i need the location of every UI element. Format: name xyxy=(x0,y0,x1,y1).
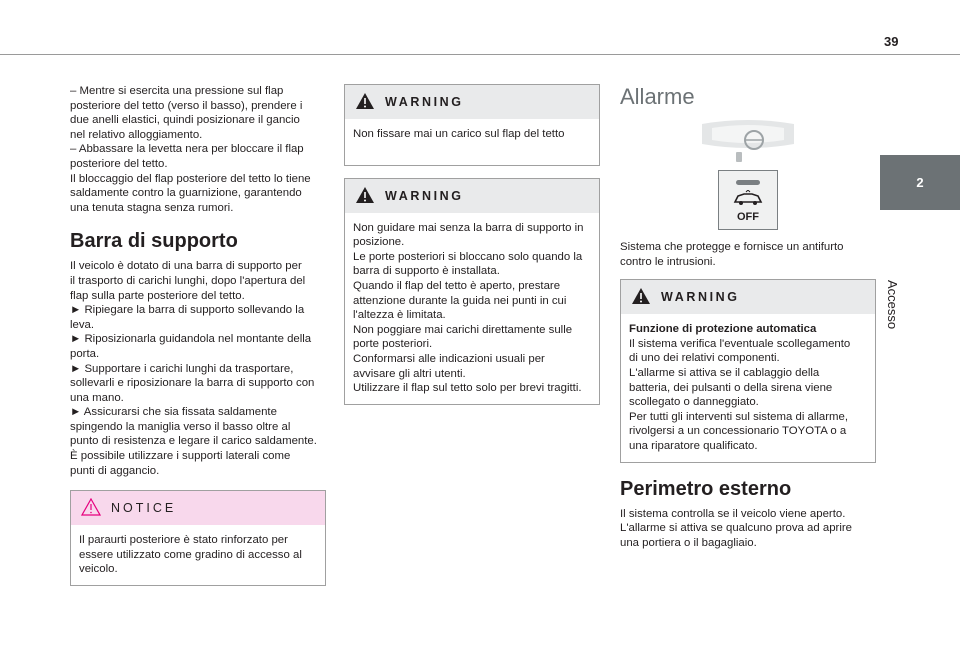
text-line: Il paraurti posteriore è stato rinforzato per xyxy=(79,534,288,547)
text-line: di uno dei relativi componenti. xyxy=(629,352,780,365)
text-line: nel relativo alloggiamento. xyxy=(70,128,203,141)
button-led-bar xyxy=(736,180,760,185)
text-line: barra di supporto è installata. xyxy=(353,265,500,278)
column-1 xyxy=(70,84,326,586)
column-3 xyxy=(620,84,876,550)
car-alarm-icon xyxy=(732,190,764,206)
warning-subtitle: Funzione di protezione automatica xyxy=(629,323,817,336)
text-line: Non poggiare mai carichi direttamente sulle xyxy=(353,323,573,336)
warning-icon xyxy=(355,186,375,209)
text-line: flap sulla parte posteriore del tetto. xyxy=(70,289,245,302)
header-rule xyxy=(0,54,960,55)
text-line: Non guidare mai senza la barra di supporto in xyxy=(353,221,584,234)
text-line: leva. xyxy=(70,318,95,331)
text-line: L'allarme si attiva se qualcuno prova ad aprire xyxy=(620,522,853,535)
text-line: Le porte posteriori si bloccano solo quando la xyxy=(353,250,583,263)
text-line: posizione. xyxy=(353,236,405,249)
text-line: – Abbassare la levetta nera per bloccare il flap xyxy=(70,143,304,156)
section-text xyxy=(70,259,326,478)
text-line: Utilizzare il flap sul tetto solo per brevi tragitti. xyxy=(353,382,582,395)
text-line: spingendo la maniglia verso il basso oltre al xyxy=(70,420,291,433)
warning-header xyxy=(345,179,599,213)
chapter-tab[interactable]: 2 xyxy=(880,155,960,210)
text-line: una portiera o il bagagliaio. xyxy=(620,536,757,549)
warning-body xyxy=(345,119,599,165)
section-text xyxy=(620,507,876,551)
warning-box-1 xyxy=(344,84,600,166)
text-line: Per tutti gli interventi sul sistema di allarme, xyxy=(629,410,849,423)
text-line: porta. xyxy=(70,347,100,360)
section-heading-barra: Barra di supporto xyxy=(70,230,238,253)
text-line: ► Supportare i carichi lunghi da trasportare, xyxy=(70,362,294,375)
text-line: ► Ripiegare la barra di supporto sollevando la xyxy=(70,304,305,317)
alarm-off-button xyxy=(718,170,778,230)
text-line: contro le intrusioni. xyxy=(620,255,716,268)
notice-body xyxy=(71,525,325,585)
text-line: Il bloccaggio del flap posteriore del tetto lo tiene xyxy=(70,172,311,185)
column-2 xyxy=(344,84,600,405)
text-line: rivolgersi a un concessionario TOYOTA o a xyxy=(629,425,847,438)
warning-box-2 xyxy=(344,178,600,405)
text-line: due anelli elastici, quindi posizionare il gancio xyxy=(70,114,300,127)
text-line: posteriore del tetto. xyxy=(70,157,168,170)
text-line: Il veicolo è dotato di una barra di supporto per xyxy=(70,260,302,273)
text-line: posteriore del tetto (verso il basso), prendere i xyxy=(70,99,303,112)
text-line: veicolo. xyxy=(79,563,118,576)
text-line: l'altezza è limitata. xyxy=(353,309,446,322)
dashboard-illustration xyxy=(620,118,876,166)
page-number: 39 xyxy=(884,34,899,49)
alarm-button-illustration xyxy=(620,170,876,230)
text-line: L'allarme si attiva se il cablaggio della xyxy=(629,366,820,379)
text-line: Quando il flap del tetto è aperto, prestare xyxy=(353,279,561,292)
text-line: una tenuta stagna senza rumori. xyxy=(70,201,234,214)
text-line: porte posteriori. xyxy=(353,338,433,351)
text-line: una mano. xyxy=(70,391,124,404)
text-line: Non fissare mai un carico sul flap del tetto xyxy=(353,128,565,140)
warning-body xyxy=(621,314,875,461)
notice-title: NOTICE xyxy=(111,501,177,516)
warning-title: WARNING xyxy=(661,290,740,305)
chapter-label: Accesso xyxy=(885,280,900,330)
text-line: Sistema che protegge e fornisce un antifurto xyxy=(620,241,844,253)
text-line: punti di aggancio. xyxy=(70,464,160,477)
warning-title: WARNING xyxy=(385,95,464,109)
text-line: saldamente contro la guarnizione, garantendo xyxy=(70,187,302,200)
intro-text xyxy=(620,240,876,269)
warning-body xyxy=(345,213,599,404)
text-line: scollegato o danneggiato. xyxy=(629,396,759,409)
text-line: sollevarli e riposizionare la barra di supporto con xyxy=(70,377,315,390)
text-line: una riparatore qualificato. xyxy=(629,439,758,452)
warning-header xyxy=(345,85,599,119)
dashboard-icon xyxy=(698,118,798,166)
warning-box-3 xyxy=(620,279,876,462)
section-heading-perimetro: Perimetro esterno xyxy=(620,477,792,500)
off-label: OFF xyxy=(737,211,759,223)
text-line: batteria, dei pulsanti o della sirena viene xyxy=(629,381,833,394)
intro-text xyxy=(70,84,326,215)
warning-icon xyxy=(355,92,375,115)
warning-icon xyxy=(631,287,651,310)
warning-title: WARNING xyxy=(385,188,464,203)
text-line: essere utilizzato come gradino di accesso al xyxy=(79,548,302,561)
text-line: ► Assicurarsi che sia fissata saldamente xyxy=(70,406,277,419)
text-line: il trasporto di carichi lunghi, dopo l'apertura del xyxy=(70,274,306,287)
text-line: Il sistema verifica l'eventuale scollegamento xyxy=(629,337,851,350)
text-line: attenzione durante la guida nei punti in cui xyxy=(353,294,567,307)
text-line: punto di resistenza e legare il carico saldamente. xyxy=(70,435,317,448)
notice-box xyxy=(70,490,326,586)
notice-header xyxy=(71,491,325,525)
text-line: ► Riposizionarla guidandola nel montante della xyxy=(70,333,312,346)
text-line: avvisare gli altri utenti. xyxy=(353,367,466,380)
warning-header xyxy=(621,280,875,314)
text-line: Il sistema controlla se il veicolo viene aperto. xyxy=(620,507,846,520)
text-line: È possibile utilizzare i supporti laterali come xyxy=(70,450,291,463)
section-heading-allarme: Allarme xyxy=(620,84,695,109)
text-line: Conformarsi alle indicazioni usuali per xyxy=(353,352,545,365)
notice-icon xyxy=(81,498,101,521)
text-line: – Mentre si esercita una pressione sul flap xyxy=(70,85,284,97)
